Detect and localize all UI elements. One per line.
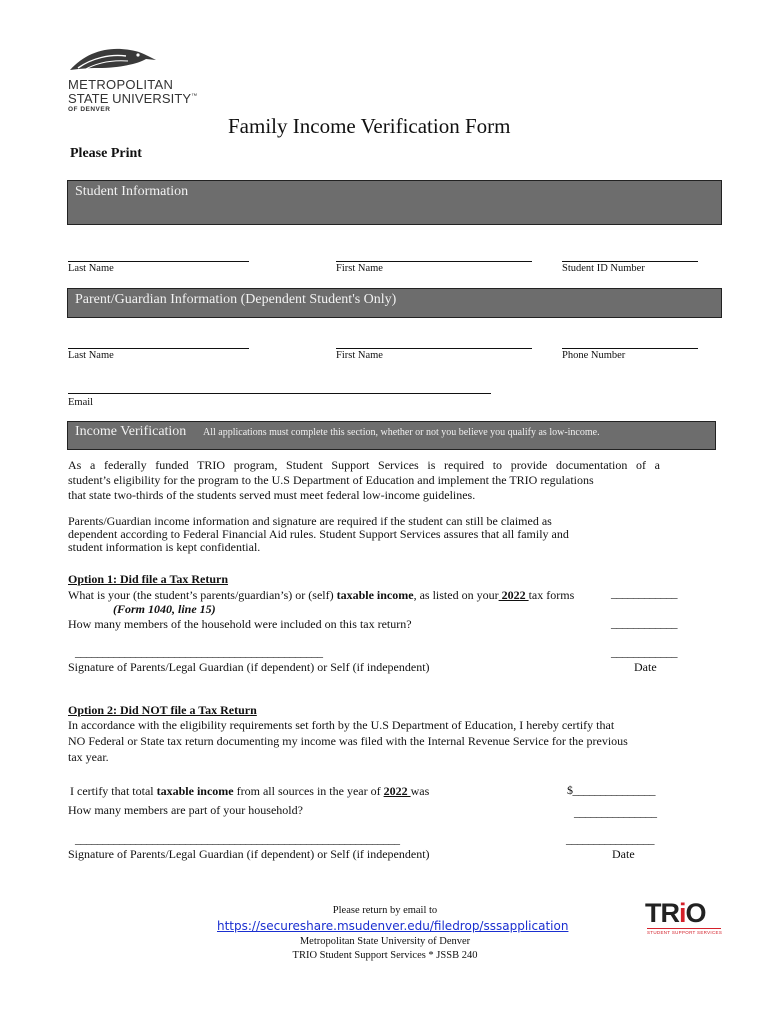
option1-q1-bold: taxable income bbox=[336, 588, 414, 602]
option2-q1-pre: I certify that total bbox=[70, 784, 157, 798]
option1-taxable-income-field[interactable]: ____________ bbox=[611, 586, 677, 600]
parent-info-header bbox=[67, 288, 722, 318]
option2-signature-label: Signature of Parents/Legal Guardian (if dependent) or Self (if independent) bbox=[68, 847, 430, 861]
income-verification-note: All applications must complete this section, whether or not you believe you qualify as low-income. bbox=[203, 427, 600, 438]
trio-logo-o: O bbox=[685, 898, 706, 928]
option1-q1 bbox=[68, 588, 574, 603]
option1-signature-label: Signature of Parents/Legal Guardian (if dependent) or Self (if independent) bbox=[68, 660, 430, 674]
logo-line2 bbox=[68, 92, 197, 105]
please-print: Please Print bbox=[70, 146, 142, 161]
income-para1-l2: student’s eligibility for the program to the U.S Department of Education and implement the TRIO regulations bbox=[68, 473, 594, 487]
parent-info-title: Parent/Guardian Information (Dependent Student's Only) bbox=[75, 292, 397, 307]
option2-date-field[interactable]: ________________ bbox=[566, 832, 654, 846]
option1-q1-note: (Form 1040, line 15) bbox=[113, 602, 216, 616]
student-first-name-field[interactable] bbox=[336, 261, 532, 262]
logo-tm: ™ bbox=[191, 93, 198, 100]
form-title: Family Income Verification Form bbox=[228, 114, 511, 138]
trio-logo-tagline: STUDENT SUPPORT SERVICES bbox=[647, 930, 723, 935]
income-verification-header bbox=[67, 421, 716, 450]
option2-signature-field[interactable]: ___________________________________________________________ bbox=[75, 832, 400, 846]
income-para2-l1: Parents/Guardian income information and signature are required if the student can still be claimed as bbox=[68, 514, 552, 528]
trio-logo-tr: TR bbox=[645, 898, 679, 928]
option2-q1-bold: taxable income bbox=[156, 784, 234, 798]
option1-date-field[interactable]: ____________ bbox=[611, 645, 677, 659]
student-id-field[interactable] bbox=[562, 261, 698, 262]
option2-para-l3: tax year. bbox=[68, 750, 109, 764]
return-email-link[interactable]: https://secureshare.msudenver.edu/filedrop/sssapplication bbox=[217, 919, 569, 933]
trio-logo-underline bbox=[647, 928, 721, 929]
option1-q1-year: 2022 bbox=[498, 588, 529, 602]
student-first-name-label: First Name bbox=[336, 263, 383, 274]
parent-first-name-field[interactable] bbox=[336, 348, 532, 349]
parent-last-name-field[interactable] bbox=[68, 348, 249, 349]
option1-title: Option 1: Did file a Tax Return bbox=[68, 572, 229, 586]
parent-phone-label: Phone Number bbox=[562, 350, 626, 361]
option1-q1-pre: What is your (the student’s parents/guardian’s) or (self) bbox=[68, 588, 337, 602]
income-para2-l3: student information is kept confidential. bbox=[68, 540, 261, 554]
footer-org-name: Metropolitan State University of Denver bbox=[299, 936, 471, 947]
option2-q1-mid: from all sources in the year of bbox=[233, 784, 384, 798]
trio-logo bbox=[645, 900, 725, 940]
income-para2-l2: dependent according to Federal Financial Aid rules. Student Support Services assures that all family and bbox=[68, 527, 569, 541]
option2-q1-post: was bbox=[410, 784, 430, 798]
option2-para-l1: In accordance with the eligibility requirements set forth by the U.S Department of Education, I hereby certify that bbox=[68, 718, 615, 732]
option2-q2: How many members are part of your household? bbox=[68, 803, 303, 817]
parent-last-name-label: Last Name bbox=[68, 350, 114, 361]
logo-line2-text: STATE UNIVERSITY bbox=[68, 91, 192, 106]
option1-q1-mid: , as listed on your bbox=[413, 588, 499, 602]
option2-para-l2: NO Federal or State tax return documenting my income was filed with the Internal Revenue Service for the previous bbox=[68, 734, 628, 748]
option2-taxable-income-field[interactable]: $_______________ bbox=[567, 783, 655, 797]
option2-title: Option 2: Did NOT file a Tax Return bbox=[68, 703, 257, 717]
option2-date-label: Date bbox=[612, 847, 635, 861]
income-para1-l1: As a federally funded TRIO program, Student Support Services is required to provide documentation of a bbox=[68, 458, 660, 472]
income-verification-title: Income Verification bbox=[75, 424, 187, 439]
student-id-label: Student ID Number bbox=[562, 263, 645, 274]
option1-q2: How many members of the household were included on this tax return? bbox=[68, 617, 412, 631]
parent-phone-field[interactable] bbox=[562, 348, 698, 349]
student-info-title: Student Information bbox=[75, 184, 189, 199]
income-para1-l3: that state two-thirds of the students served must meet federal low-income guidelines. bbox=[68, 488, 476, 502]
option1-signature-field[interactable]: _____________________________________________ bbox=[75, 645, 323, 659]
option2-q1 bbox=[70, 784, 429, 799]
option1-q1-post: tax forms bbox=[528, 588, 575, 602]
trio-logo-i: i bbox=[679, 898, 686, 928]
footer-org-address: TRIO Student Support Services * JSSB 240 bbox=[292, 950, 478, 961]
option1-date-label: Date bbox=[634, 660, 657, 674]
logo-line3: OF DENVER bbox=[68, 106, 111, 113]
student-info-header bbox=[67, 180, 722, 225]
student-last-name-label: Last Name bbox=[68, 263, 114, 274]
trio-logo-wordmark bbox=[645, 900, 706, 927]
university-logo bbox=[66, 44, 196, 116]
parent-first-name-label: First Name bbox=[336, 350, 383, 361]
parent-email-field[interactable] bbox=[68, 393, 491, 394]
parent-email-label: Email bbox=[68, 397, 94, 408]
option1-household-members-field[interactable]: ____________ bbox=[611, 616, 677, 630]
student-last-name-field[interactable] bbox=[68, 261, 249, 262]
logo-line1: METROPOLITAN bbox=[68, 77, 174, 92]
return-instructions: Please return by email to bbox=[332, 905, 438, 916]
roadrunner-icon bbox=[68, 44, 158, 74]
option2-household-members-field[interactable]: _______________ bbox=[574, 805, 657, 819]
option2-q1-year: 2022 bbox=[383, 784, 411, 798]
